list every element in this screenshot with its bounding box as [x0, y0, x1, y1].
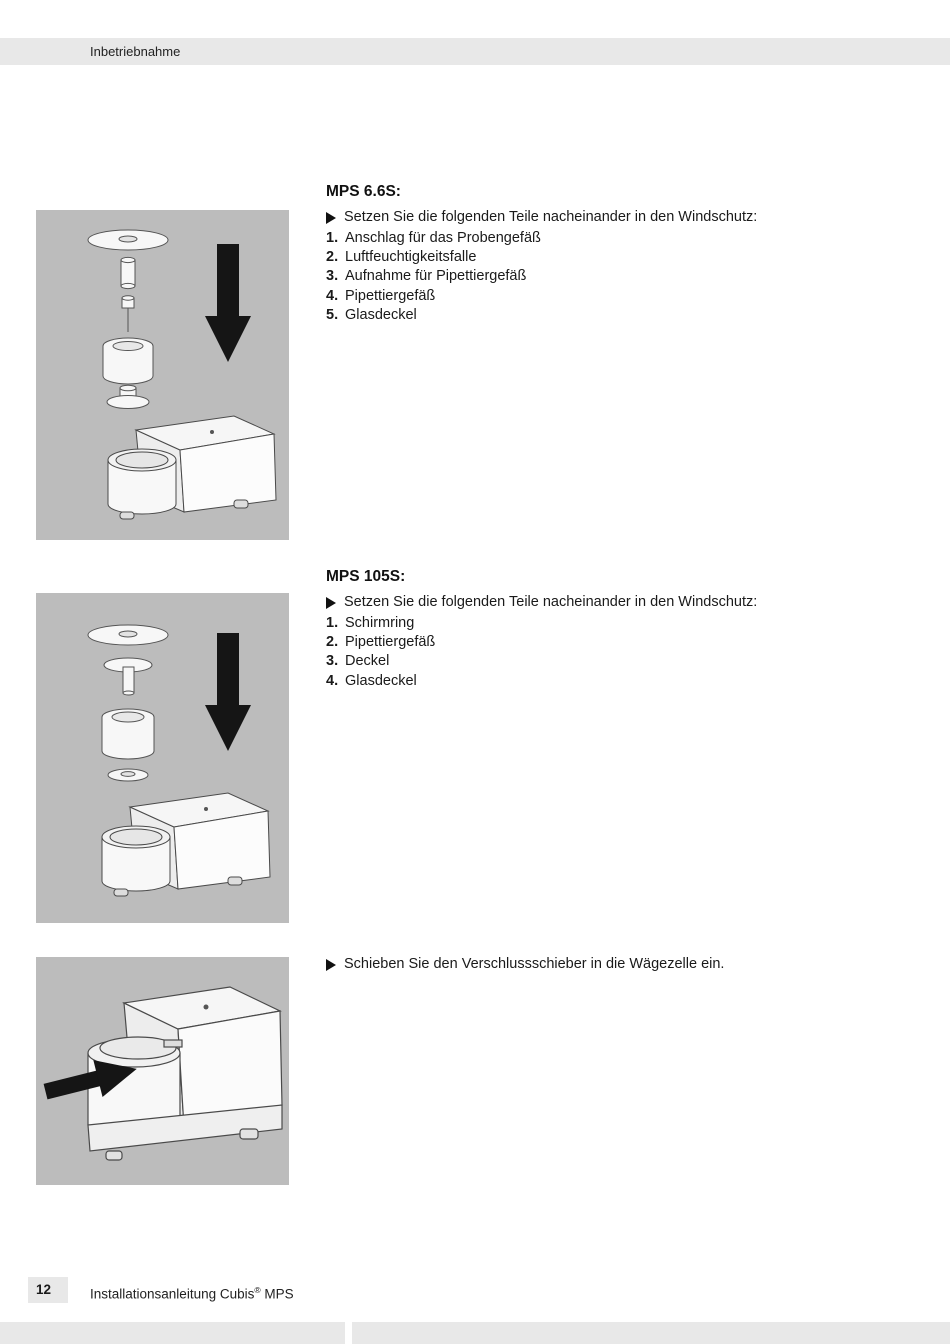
page-footer-band: [0, 1322, 950, 1344]
header-title: Inbetriebnahme: [90, 44, 181, 59]
figure-exploded-view-mps-105s: [36, 593, 289, 923]
list-item: 4. Glasdeckel: [326, 672, 417, 689]
exploded-view-illustration: [36, 593, 289, 923]
instruction-line: [326, 593, 926, 613]
section-mps-105s: [326, 568, 926, 691]
exploded-parts: [88, 625, 168, 781]
footer-band-notch: [345, 1322, 352, 1344]
registered-mark: ®: [254, 1285, 261, 1295]
list-item: 1. Anschlag für das Probengefäß: [326, 229, 541, 246]
instruction-line: [326, 955, 926, 975]
page-number: 12: [36, 1282, 52, 1297]
instruction-line: [326, 208, 926, 228]
exploded-parts: [88, 230, 168, 409]
section-mps-66s: [326, 183, 926, 326]
balance-illustration: [108, 416, 276, 519]
list-item: 1. Schirmring: [326, 614, 415, 631]
instruction-text: Setzen Sie die folgenden Teile nacheinander in den Windschutz:: [344, 594, 758, 610]
down-arrow-icon: [205, 244, 251, 362]
section-heading: MPS 6.6S:: [326, 183, 401, 200]
list-item: 2. Luftfeuchtigkeitsfalle: [326, 248, 477, 265]
instruction-pointer-icon: [326, 959, 336, 971]
list-item: 5. Glasdeckel: [326, 307, 417, 324]
section-slider: [326, 955, 926, 976]
slider-insert-illustration: [36, 957, 289, 1185]
parts-list: [326, 614, 926, 692]
instruction-pointer-icon: [326, 597, 336, 609]
instruction-pointer-icon: [326, 212, 336, 224]
list-item: 4. Pipettiergefäß: [326, 287, 436, 304]
list-item: 3. Aufnahme für Pipettiergefäß: [326, 268, 527, 285]
page-number-box: [28, 1277, 68, 1303]
exploded-view-illustration: [36, 210, 289, 540]
list-item: 3. Deckel: [326, 653, 390, 670]
parts-list: [326, 229, 926, 326]
page-header-band: [0, 38, 950, 65]
figure-exploded-view-mps-66s: [36, 210, 289, 540]
list-item: 2. Pipettiergefäß: [326, 633, 436, 650]
instruction-text: Setzen Sie die folgenden Teile nacheinander in den Windschutz:: [344, 209, 758, 225]
figure-slider-insert: [36, 957, 289, 1185]
balance-illustration: [102, 793, 270, 896]
instruction-text: Schieben Sie den Verschlussschieber in die Wägezelle ein.: [344, 956, 725, 972]
footer-doc-title: Installationsanleitung Cubis® MPS: [90, 1285, 294, 1302]
section-heading: MPS 105S:: [326, 568, 406, 585]
down-arrow-icon: [205, 633, 251, 751]
